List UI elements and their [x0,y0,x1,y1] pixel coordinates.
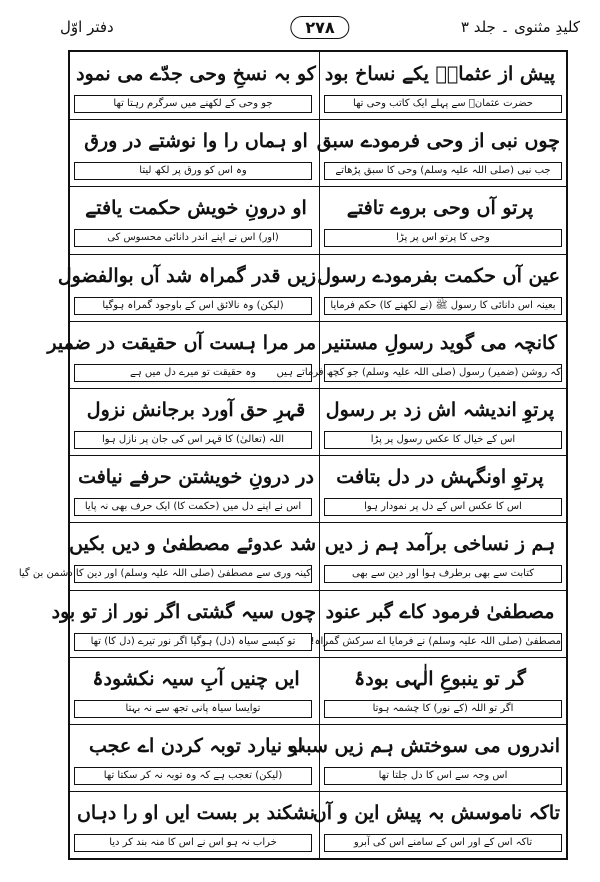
translation-second-hemistich: (لیکن) وہ نالائق اس کے باوجود گمراہ ہوگیا [74,297,312,315]
translation-second-hemistich: (اور) اس نے اپنے اندر دانائی محسوس کی [74,229,312,247]
couplet-row [70,724,566,791]
verse-first-hemistich: گر تو ینبوعِ الٰہی بودۂ [354,667,526,690]
couplet-row [18,522,566,589]
couplet-row [70,657,566,724]
verse-second-hemistich: نشکند بر بست ایں او را دہاں [76,802,316,825]
page-number: ۲۷۸ [290,16,349,39]
couplet-row [70,791,566,858]
translation-second-hemistich: خراب نہ ہو اس نے اس کا منہ بند کر دیا [74,834,312,852]
translation-first-hemistich: وحی کا پرتو اس پر پڑا [324,229,562,247]
translation-first-hemistich: کتابت سے بھی برطرف ہوا اور دین سے بھی [324,565,562,583]
translation-first-hemistich: اس وجہ سے اس کا دل جلتا تھا [324,767,562,785]
volume-section-label: دفتر اوّل [60,18,114,36]
verse-second-hemistich: کو بہ نسخِ وحی جدّے می نمود [76,63,316,85]
couplet-row [70,52,566,119]
couplet-table [18,50,568,860]
verse-second-hemistich: او درونِ خویش حکمت یافتے [85,197,307,220]
couplet-row [70,186,566,253]
verse-second-hemistich: در درونِ خویشتن حرفے نیافت [78,466,314,489]
translation-first-hemistich: اس کا عکس اس کے دل پر نمودار ہوا [324,498,562,516]
verse-first-hemistich: پرتوِ اندیشہ اش زد بر رسول [325,399,555,421]
translation-first-hemistich: حضرت عثمانؓ سے پہلے ایک کاتب وحی تھا [324,95,562,113]
verse-first-hemistich: ہم ز نساخی برآمد ہم ز دیں [324,533,556,556]
verse-first-hemistich: پرتو آں وحی بروے تافتے [346,197,534,220]
translation-first-hemistich: اگر تو اللہ (کے نور) کا چشمہ ہوتا [324,700,562,718]
translation-second-hemistich: وہ اس کو ورق پر لکھ لیتا [74,162,312,180]
translation-second-hemistich: اللہ (تعالیٰ) کا قہر اس کی جان پر نازل ہوا [74,431,312,449]
couplet-row [47,321,566,388]
verse-first-hemistich: کانچہ می گوید رسولِ مستنیر [323,331,557,354]
translation-second-hemistich: (لیکن) تعجب ہے کہ وہ توبہ نہ کر سکتا تھا [74,767,312,785]
translation-first-hemistich: جب نبی (صلی اللہ علیہ وسلم) وحی کا سبق پڑھاتے [324,162,562,180]
verse-second-hemistich: زیں قدر گمراہ شد آں بوالفضول [57,264,316,287]
book-title: کلیدِ مثنوی ۔ جلد ۳ [460,18,580,36]
translation-first-hemistich: مصطفیٰ (صلی اللہ علیہ وسلم) نے فرمایا اے سرکش گمراہ! [324,633,562,651]
translation-second-hemistich: وہ حقیقت تو میرے دل میں ہے [74,364,312,382]
verse-first-hemistich: اندروں می سوختش ہم زیں سبب [287,735,560,757]
translation-first-hemistich: کہ روشن (ضمیر) رسول (صلی اللہ علیہ وسلم) جو کچھ فرماتے ہیں [324,364,562,382]
translation-second-hemistich: تو کیسے سیاہ (دل) ہوگیا اگر نور تیرے (دل کا) تھا [74,633,312,651]
translation-second-hemistich: توایسا سیاہ پانی تجھ سے نہ بہتا [74,700,312,718]
verse-first-hemistich: پیش از عثمانؓ یکے نساخ بود [324,63,556,85]
couplet-row [57,254,566,321]
verse-second-hemistich: او ہماں را وا نوشتے در ورق [84,130,308,153]
couplet-row [70,455,566,522]
verse-second-hemistich: ایں چنیں آبِ سیہ نکشودۂ [92,667,300,690]
couplet-row [51,590,566,657]
verse-second-hemistich: قہرِ حق آورد برجانش نزول [86,399,306,421]
translation-second-hemistich: جو وحی کے لکھنے میں سرگرم رہتا تھا [74,95,312,113]
verse-first-hemistich: عین آں حکمت بفرمودے رسول [317,264,560,287]
verse-first-hemistich: چوں نبی از وحی فرمودے سبق [316,130,560,153]
translation-second-hemistich: اس نے اپنے دل میں (حکمت کا) ایک حرف بھی نہ پایا [74,498,312,516]
verse-first-hemistich: تاکہ ناموسش بہ پیش این و آں [312,802,560,825]
verse-first-hemistich: مصطفیٰ فرمود کاے گبر عنود [325,600,555,623]
translation-first-hemistich: بعینہ اس دانائی کا رسول ﷺ (نے لکھنے کا) حکم فرمایا [324,297,562,315]
couplet-row [70,119,566,186]
translation-second-hemistich: کینہ وری سے مصطفیٰ (صلی اللہ علیہ وسلم) اور دین کا دشمن بن گیا [74,565,312,583]
page-header [60,16,580,50]
verse-second-hemistich: شد عدوئے مصطفیٰ و دیں بکیں [69,533,316,556]
verse-second-hemistich: او نیارد توبہ کردن اے عجب [88,735,304,757]
translation-first-hemistich: تاکہ اس کے اور اس کے سامنے اس کی آبرو [324,834,562,852]
verse-second-hemistich: چوں سیہ گشتی اگر نور از تو بود [51,600,316,623]
translation-first-hemistich: اس کے خیال کا عکس رسول پر پڑا [324,431,562,449]
couplet-row [70,388,566,455]
verse-first-hemistich: پرتوِ اونگہش در دل بتافت [336,466,544,489]
verse-second-hemistich: مر مرا ہست آں حقیقت در ضمیر [47,331,316,354]
